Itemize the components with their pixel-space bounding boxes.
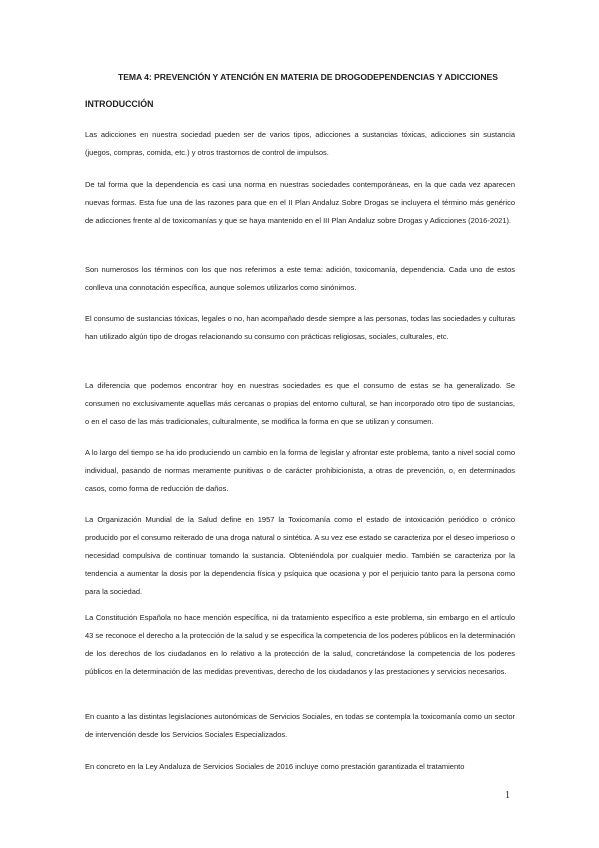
paragraph-2: De tal forma que la dependencia es casi una norma en nuestras sociedades contemporáneas, en la que cada vez aparecen nuevas formas. Esta fue una de las razones para que en el II Plan Andaluz Sobre Drogas se incluyera el término más genérico de adicciones frente al de toxicomanías y que se haya mantenido en el III Plan Andaluz sobre Drogas y Adicciones (2016-2021). [85, 180, 515, 225]
paragraph-8: La Constitución Española no hace mención específica, ni da tratamiento específico a este problema, sin embargo en el artículo 43 se reconoce el derecho a la protección de la salud y se especifica la competencia de los poderes públicos en la determinación de los derechos de los ciudadanos en lo relativo a la protección de la salud, concretándose la competencia de los poderes públicos en la determinación de las medidas preventivas, derecho de los ciudadanos y las prestaciones y servicios necesarios. [85, 613, 515, 676]
paragraph-1: Las adicciones en nuestra sociedad pueden ser de varios tipos, adicciones a sustancias tóxicas, adicciones sin sustancia (juegos, compras, comida, etc.) y otros trastornos de control de impulsos. [85, 130, 515, 157]
paragraph-4: El consumo de sustancias tóxicas, legales o no, han acompañado desde siempre a las personas, todas las sociedades y culturas han utilizado algún tipo de drogas relacionando su consumo con prácticas religiosas, sociales, culturales, etc. [85, 314, 515, 341]
paragraph-6: A lo largo del tiempo se ha ido produciendo un cambio en la forma de legislar y afrontar este problema, tanto a nivel social como individual, pasando de normas meramente punitivas o de carácter prohibicionista, a otras de prevención, o, en determinados casos, como forma de reducción de daños. [85, 448, 515, 493]
paragraph-7: La Organización Mundial de la Salud define en 1957 la Toxicomanía como el estado de intoxicación periódico o crónico producido por el consumo reiterado de una droga natural o sintética. A su vez ese estado se caracteriza por el deseo imperioso o necesidad compulsiva de continuar tomando la sustancia. Obteniéndola por cualquier medio. También se caracteriza por la tendencia a aumentar la dosis por la dependencia física y psíquica que ocasiona y por el perjuicio tanto para la persona como para la sociedad. [85, 515, 515, 596]
paragraph-9: En cuanto a las distintas legislaciones autonómicas de Servicios Sociales, en todas se contempla la toxicomanía como un sector de intervención desde los Servicios Sociales Especializados. [85, 712, 515, 739]
paragraph-3: Son numerosos los términos con los que nos referimos a este tema: adición, toxicomanía, dependencia. Cada uno de estos conlleva una connotación específica, aunque solemos utilizarlos como sinónimos. [85, 265, 515, 292]
paragraph-5: La diferencia que podemos encontrar hoy en nuestras sociedades es que el consumo de estas se ha generalizado. Se consumen no exclusivamente aquellas más cercanas o propias del entorno cultural, se han incorporado otro tipo de sustancias, o en el caso de las más tradicionales, culturalmente, se modifica la forma en que se utilizan y consumen. [85, 381, 515, 426]
document-title: TEMA 4: PREVENCIÓN Y ATENCIÓN EN MATERIA DE DROGODEPENDENCIAS Y ADICCIONES [118, 72, 498, 82]
page-number: 1 [505, 790, 510, 801]
paragraph-10: En concreto en la Ley Andaluza de Servicios Sociales de 2016 incluye como prestación garantizada el tratamiento [85, 762, 465, 771]
section-heading: INTRODUCCIÓN [85, 99, 154, 109]
